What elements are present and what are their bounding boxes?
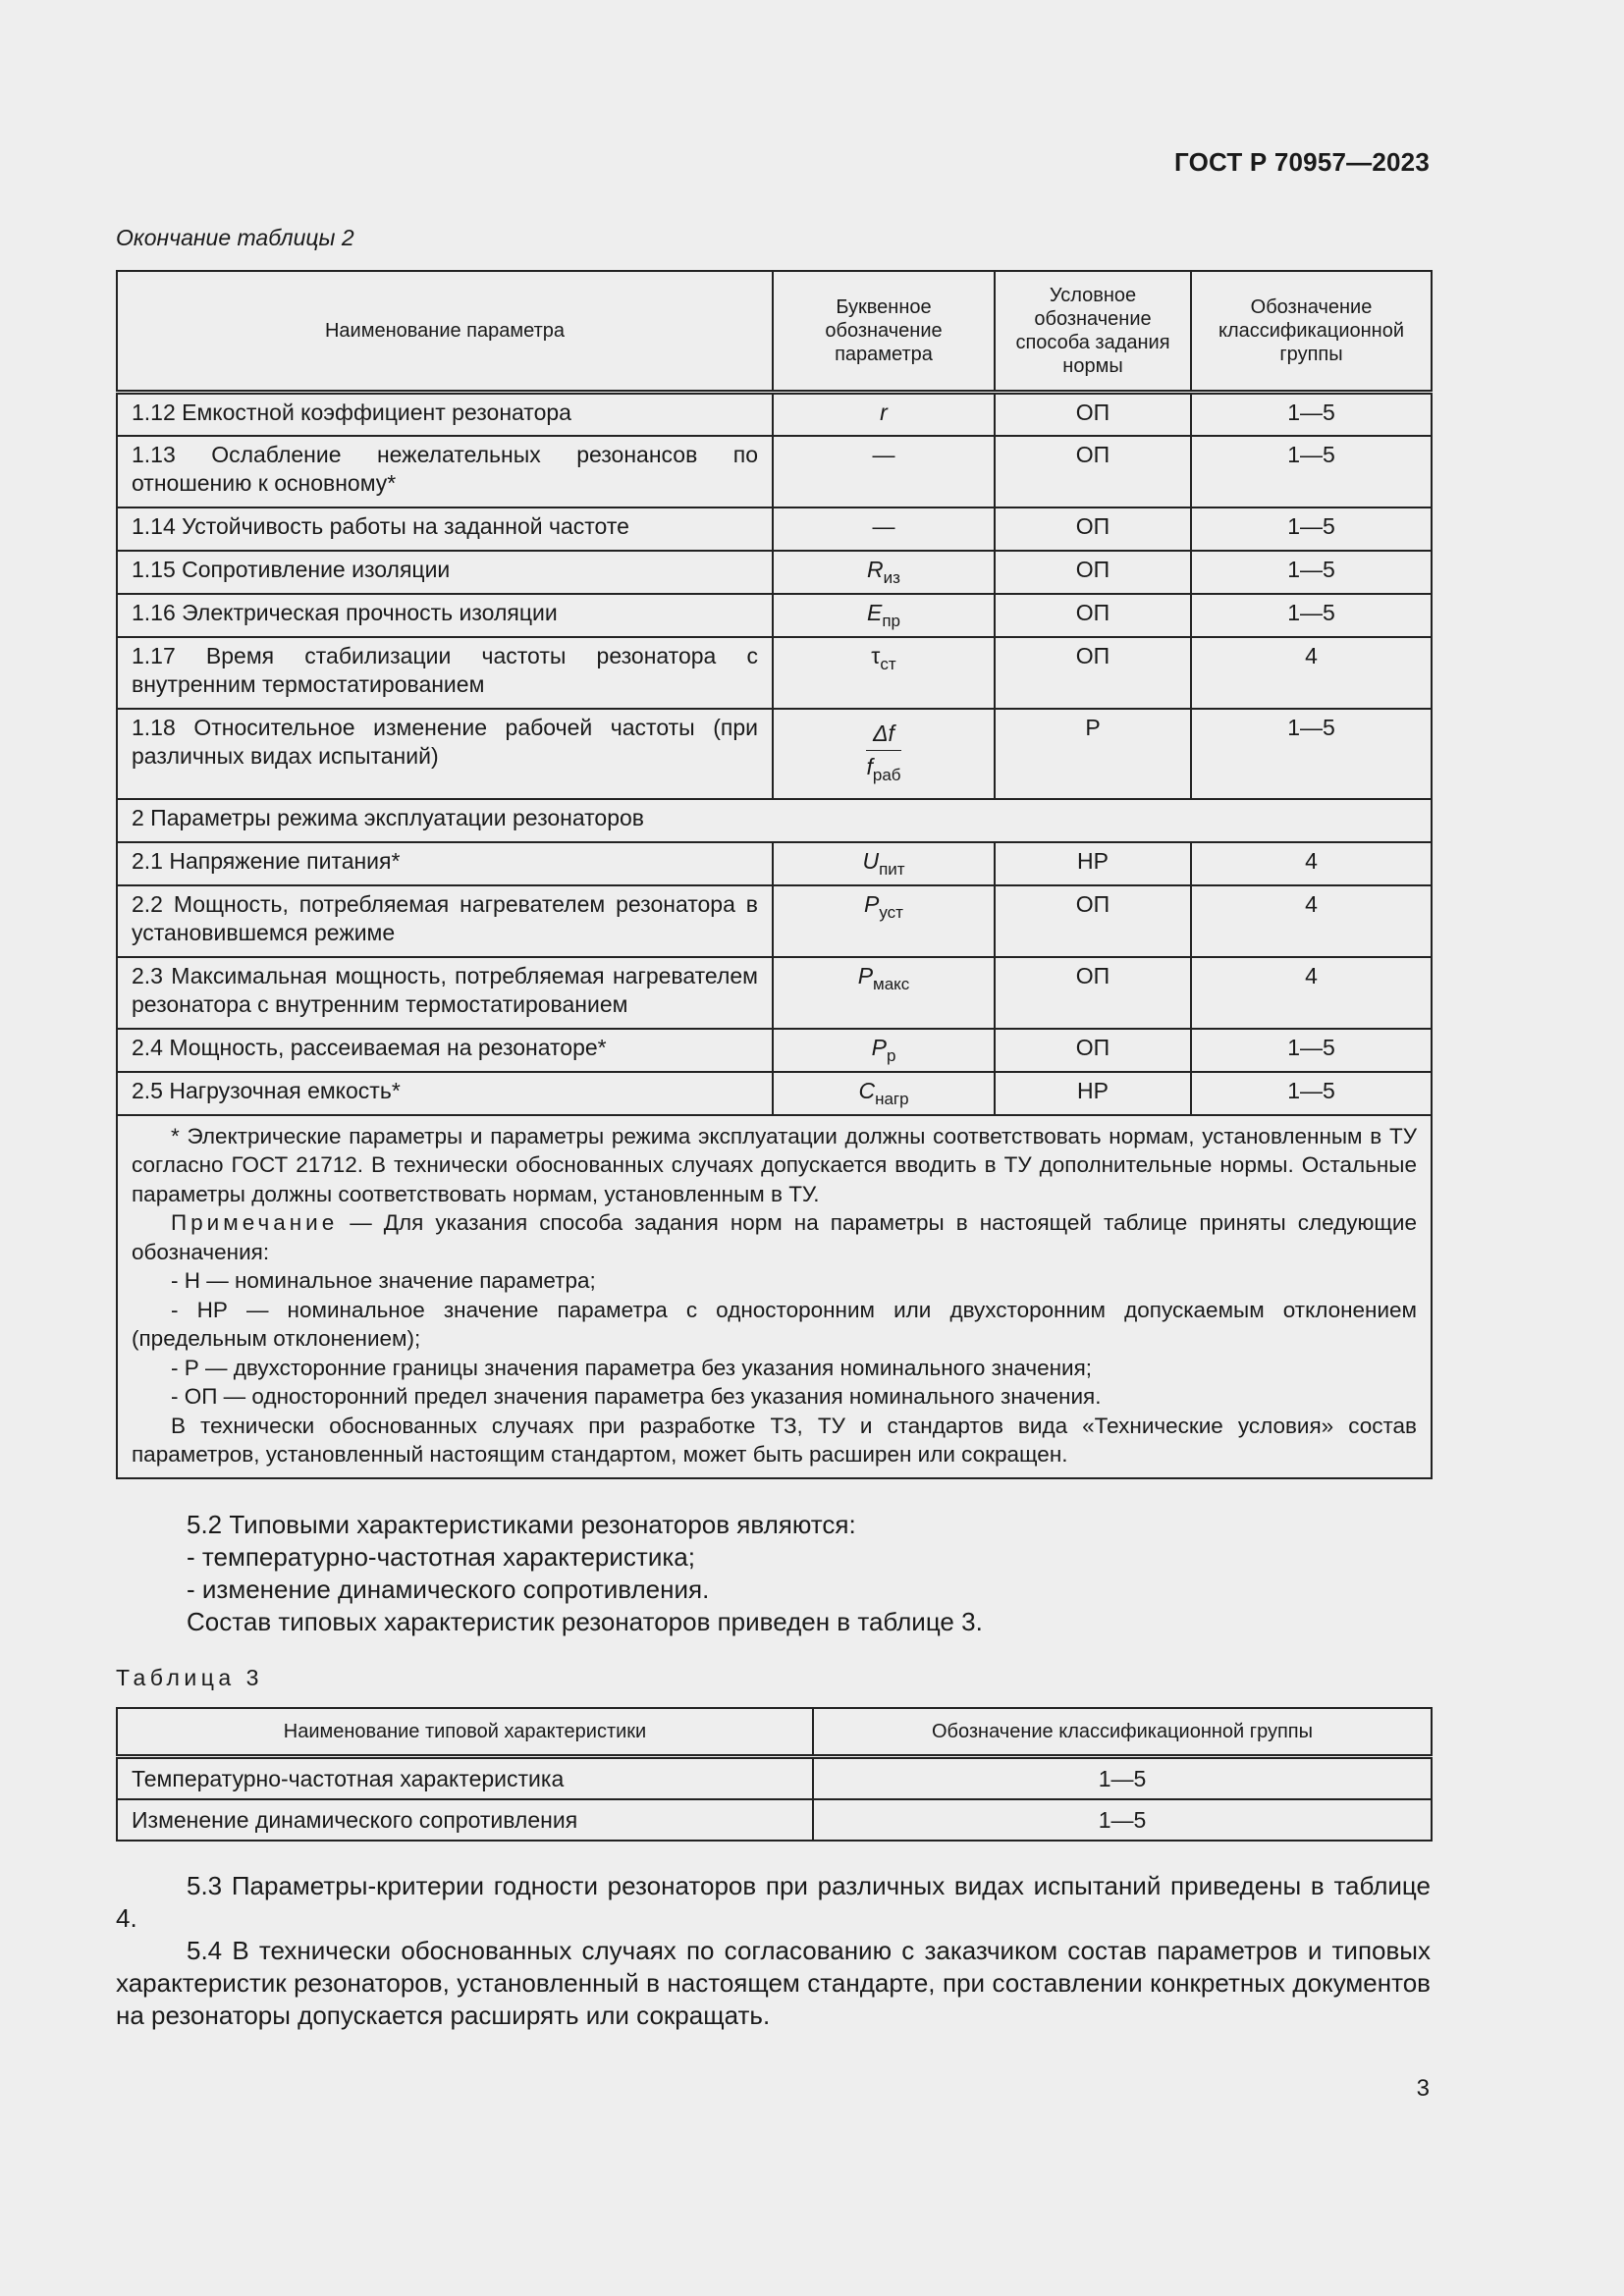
paragraph: Состав типовых характеристик резонаторов приведен в таблице 3. <box>187 1607 983 1636</box>
fraction-symbol: $\frac{\Delta f}{f_{раб}}$ <box>866 720 901 784</box>
table-2 <box>116 270 1433 1479</box>
norm-method: Р <box>995 709 1191 799</box>
class-group: 1—5 <box>1191 393 1432 436</box>
param-symbol <box>773 551 995 594</box>
table-row <box>117 957 1432 1029</box>
note-final: В технически обоснованных случаях при разработке ТЗ, ТУ и стандартов вида «Технические условия» состав параметров, установленный настоящим стандартом, может быть расширен или сокращен. <box>132 1413 1417 1467</box>
norm-method: НР <box>995 842 1191 885</box>
table2-caption: Окончание таблицы 2 <box>116 225 354 250</box>
norm-method: ОП <box>995 551 1191 594</box>
symbol-letter: $\tau_{ст}$ <box>871 642 896 673</box>
table-row <box>117 1799 1432 1841</box>
param-name: 2.5 Нагрузочная емкость* <box>117 1072 773 1115</box>
table-row <box>117 1072 1432 1115</box>
norm-method: ОП <box>995 436 1191 507</box>
param-symbol <box>773 637 995 709</box>
header-letter-symbol: Буквенное обозначение параметра <box>773 271 995 393</box>
class-group: 4 <box>1191 842 1432 885</box>
class-group: 1—5 <box>813 1799 1432 1841</box>
class-group: 1—5 <box>1191 1072 1432 1115</box>
header-class-group: Обозначение классификационной группы <box>813 1708 1432 1757</box>
class-group: 4 <box>1191 957 1432 1029</box>
param-name: 2.2 Мощность, потребляемая нагревателем резонатора в установившемся режиме <box>117 885 773 957</box>
symbol-letter: $P_{уст}$ <box>864 890 903 922</box>
norm-method: ОП <box>995 637 1191 709</box>
table-row <box>117 1029 1432 1072</box>
symbol-letter: r <box>880 400 888 425</box>
sections-5-3-5-4 <box>116 1870 1431 2032</box>
norm-method: НР <box>995 1072 1191 1115</box>
symbol-letter: $R_{из}$ <box>867 556 900 587</box>
param-symbol: — <box>773 436 995 507</box>
table-row <box>117 507 1432 551</box>
table-row <box>117 1757 1432 1800</box>
paragraph-5-4: 5.4 В технически обоснованных случаях по согласованию с заказчиком состав параметров и типовых характеристик резонаторов, установленный в настоящем стандарте, при составлении конкретных документов на резонаторы допускается расширять или сокращать. <box>116 1936 1431 2030</box>
table-row <box>117 436 1432 507</box>
header-characteristic-name: Наименование типовой характеристики <box>117 1708 813 1757</box>
paragraph-5-3: 5.3 Параметры-критерии годности резонаторов при различных видах испытаний приведены в таблице 4. <box>116 1871 1431 1933</box>
table2-header-row <box>117 271 1432 393</box>
param-name: 1.16 Электрическая прочность изоляции <box>117 594 773 637</box>
param-name: 2.3 Максимальная мощность, потребляемая нагревателем резонатора с внутренним термостатированием <box>117 957 773 1029</box>
param-symbol <box>773 1029 995 1072</box>
table-notes <box>117 1115 1432 1478</box>
header-parameter-name: Наименование параметра <box>117 271 773 393</box>
class-group: 1—5 <box>1191 1029 1432 1072</box>
symbol-letter: $U_{пит}$ <box>862 847 905 879</box>
param-symbol <box>773 1072 995 1115</box>
section-row <box>117 799 1432 842</box>
param-name: 1.13 Ослабление нежелательных резонансов по отношению к основному* <box>117 436 773 507</box>
param-name: 1.18 Относительное изменение рабочей частоты (при различных видах испытаний) <box>117 709 773 799</box>
class-group: 1—5 <box>1191 507 1432 551</box>
table-row <box>117 637 1432 709</box>
class-group: 4 <box>1191 885 1432 957</box>
class-group: 1—5 <box>1191 436 1432 507</box>
norm-method: ОП <box>995 507 1191 551</box>
section-title: 2 Параметры режима эксплуатации резонаторов <box>117 799 1432 842</box>
note-item: - ОП — односторонний предел значения параметра без указания номинального значения. <box>171 1384 1102 1409</box>
norm-method: ОП <box>995 594 1191 637</box>
param-symbol: — <box>773 507 995 551</box>
param-symbol <box>773 885 995 957</box>
class-group: 1—5 <box>1191 594 1432 637</box>
param-name: 1.15 Сопротивление изоляции <box>117 551 773 594</box>
note-item: - Н — номинальное значение параметра; <box>171 1268 596 1293</box>
header-class-group: Обозначение классификационной группы <box>1191 271 1432 393</box>
list-item: - изменение динамического сопротивления. <box>187 1575 710 1604</box>
param-symbol <box>773 709 995 799</box>
characteristic-name: Изменение динамического сопротивления <box>117 1799 813 1841</box>
table-3 <box>116 1707 1433 1842</box>
class-group: 1—5 <box>1191 709 1432 799</box>
section-5-2 <box>116 1509 1431 1638</box>
note-item: - НР — номинальное значение параметра с односторонним или двухсторонним допускаемым отклонением (предельным отклонением); <box>132 1297 1417 1351</box>
param-name: 1.17 Время стабилизации частоты резонатора с внутренним термостатированием <box>117 637 773 709</box>
standard-designation: ГОСТ Р 70957—2023 <box>1174 147 1430 177</box>
param-symbol <box>773 393 995 436</box>
param-name: 2.1 Напряжение питания* <box>117 842 773 885</box>
norm-method: ОП <box>995 393 1191 436</box>
list-item: - температурно-частотная характеристика; <box>187 1542 695 1572</box>
norm-method: ОП <box>995 885 1191 957</box>
notes-row <box>117 1115 1432 1478</box>
symbol-letter: $C_{нагр}$ <box>858 1077 909 1108</box>
table-row <box>117 709 1432 799</box>
note-text: — Для указания способа задания норм на параметры в настоящей таблице приняты следующие обозначения: <box>132 1210 1417 1264</box>
characteristic-name: Температурно-частотная характеристика <box>117 1757 813 1800</box>
table-row <box>117 594 1432 637</box>
header-norm-method: Условное обозначение способа задания нормы <box>995 271 1191 393</box>
symbol-letter: $P_{макс}$ <box>857 962 910 993</box>
param-name: 2.4 Мощность, рассеиваемая на резонаторе* <box>117 1029 773 1072</box>
footnote-text: * Электрические параметры и параметры режима эксплуатации должны соответствовать нормам, установленным в ТУ согласно ГОСТ 21712. В технически обоснованных случаях допускается вводить в ТУ дополнительные нормы. Остальные параметры должны соответствовать нормам, установленным в ТУ. <box>132 1123 1417 1206</box>
class-group: 4 <box>1191 637 1432 709</box>
paragraph: 5.2 Типовыми характеристиками резонаторов являются: <box>187 1510 856 1539</box>
symbol-letter: $P_р$ <box>871 1034 896 1065</box>
note-label: Примечание <box>171 1210 339 1235</box>
table-row <box>117 885 1432 957</box>
param-name: 1.14 Устойчивость работы на заданной частоте <box>117 507 773 551</box>
table-row <box>117 393 1432 436</box>
param-symbol <box>773 842 995 885</box>
note-paragraph <box>132 1208 1417 1266</box>
symbol-letter: $E_{пр}$ <box>866 599 900 630</box>
table-row <box>117 551 1432 594</box>
note-item: - Р — двухсторонние границы значения параметра без указания номинального значения; <box>171 1355 1093 1380</box>
norm-method: ОП <box>995 1029 1191 1072</box>
param-name: 1.12 Емкостной коэффициент резонатора <box>117 393 773 436</box>
table3-caption: Таблица 3 <box>116 1665 263 1690</box>
param-symbol <box>773 957 995 1029</box>
table3-header-row <box>117 1708 1432 1757</box>
table-row <box>117 842 1432 885</box>
class-group: 1—5 <box>813 1757 1432 1800</box>
page-number: 3 <box>1416 2075 1430 2102</box>
class-group: 1—5 <box>1191 551 1432 594</box>
norm-method: ОП <box>995 957 1191 1029</box>
param-symbol <box>773 594 995 637</box>
